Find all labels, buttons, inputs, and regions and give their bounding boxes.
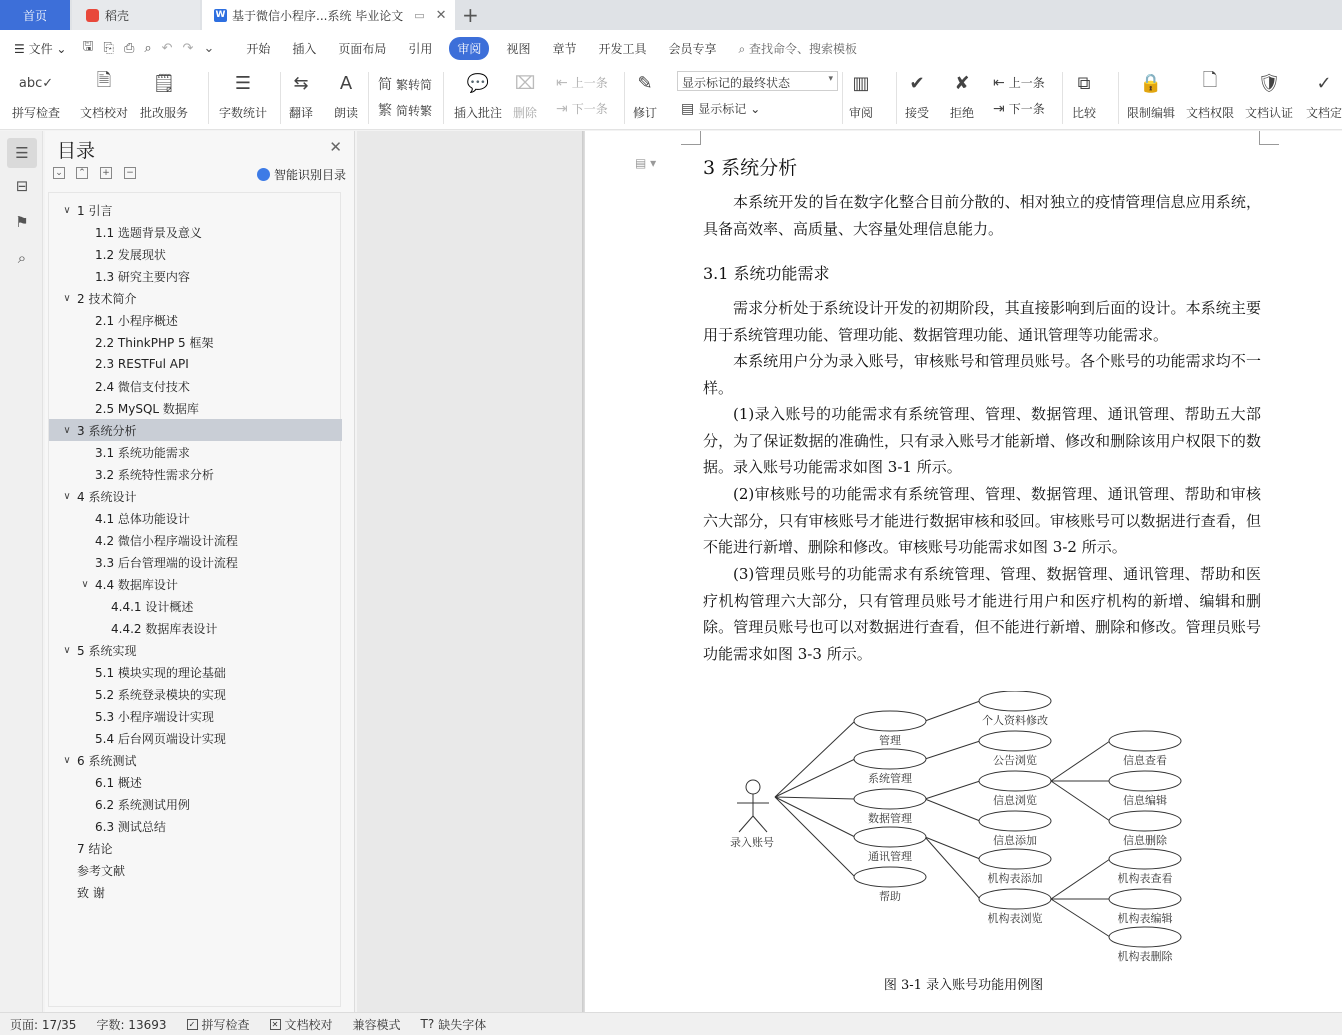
association-line (775, 797, 855, 837)
toc-item-label: 2.1 小程序概述 (95, 313, 178, 328)
doc-final-button[interactable] (1306, 70, 1342, 121)
use-case-label: 信息浏览 (993, 794, 1037, 807)
delete-comment-icon: ⌧ (514, 72, 536, 94)
remove-item-icon[interactable]: − (124, 167, 136, 179)
status-spell-check[interactable] (177, 1016, 260, 1033)
use-case-label: 帮助 (879, 890, 901, 903)
use-case (1109, 771, 1181, 807)
toc-item[interactable] (49, 639, 342, 661)
use-case (854, 789, 926, 825)
toc-item-label: 5.4 后台网页端设计实现 (95, 731, 226, 746)
menu-item-8[interactable]: 会员专享 (668, 41, 717, 56)
crop-mark (681, 131, 701, 145)
toc-panel-icon[interactable]: ☰ (7, 138, 37, 168)
use-case-label: 机构表删除 (1117, 950, 1173, 963)
trad-simp-icon: 简 (378, 77, 392, 93)
body-paragraph: 本系统用户分为录入账号，审核账号和管理员账号。各个账号的功能需求均不一样。 (703, 352, 1261, 397)
simp-to-trad-label: 简转繁 (396, 103, 433, 118)
toc-item[interactable] (49, 507, 342, 529)
toc-item-label: 6.2 系统测试用例 (95, 797, 190, 812)
use-case (854, 827, 926, 863)
review-pane-button[interactable] (848, 70, 874, 121)
smart-toc-button[interactable] (257, 166, 346, 183)
association-line (925, 799, 980, 821)
search-commands-label: 查找命令、搜索模板 (749, 41, 858, 56)
toc-item-label: 6.3 测试总结 (95, 819, 166, 834)
insert-comment-label: 插入批注 (454, 106, 503, 120)
compare-icon: ⧉ (1077, 72, 1091, 94)
doc-final-icon: ✓ (1316, 72, 1332, 94)
track-changes-button[interactable] (632, 70, 658, 121)
bookmark-icon[interactable]: ⚑ (15, 213, 29, 231)
collapse-all-icon[interactable]: ⌃ (76, 167, 88, 179)
toc-item[interactable] (49, 617, 342, 639)
checkbox-icon: ✓ (187, 1019, 198, 1030)
body-paragraph: (3)管理员账号的功能需求有系统管理、管理、数据管理、通讯管理、帮助和医疗机构管理六大部分，只有管理员账号才能进行用户和医疗机构的新增、编辑和删除。管理员账号也可以对数据进行查看，但不能进行新增、删除和修改。管理员账号功能需求如图 3-3 所示。 (703, 565, 1261, 663)
use-case (1109, 889, 1181, 925)
use-case-diagram (725, 691, 1245, 971)
use-case-ellipse (979, 691, 1051, 711)
reject-button[interactable] (949, 70, 975, 121)
read-aloud-button[interactable] (333, 70, 359, 121)
use-case-label: 数据管理 (868, 812, 912, 825)
toc-item-label: 4.4.1 设计概述 (111, 599, 194, 614)
doc-cert-label: 文档认证 (1245, 106, 1294, 120)
toc-item-label: 3.1 系统功能需求 (95, 445, 190, 460)
status-bar (0, 1012, 1342, 1035)
body-paragraph: 需求分析处于系统设计开发的初期阶段，其直接影响到后面的设计。本系统主要用于系统管理功能、管理功能、数据管理功能、通讯管理等功能需求。 (703, 299, 1261, 344)
use-case-ellipse (979, 889, 1051, 909)
read-aloud-icon: A (339, 72, 353, 94)
plus-icon: + (462, 3, 479, 27)
toc-item-label: 2.4 微信支付技术 (95, 379, 190, 394)
next-change-label: 下一条 (1008, 102, 1045, 116)
toc-panel (45, 131, 355, 1012)
actor-head (746, 780, 760, 794)
search-icon[interactable]: ⌕ (17, 249, 27, 267)
tab-home[interactable] (0, 0, 70, 30)
toc-item-label: 4.4.2 数据库表设计 (111, 621, 218, 636)
toc-item-label: 致 谢 (77, 885, 105, 900)
use-case-ellipse (854, 827, 926, 847)
toc-item[interactable] (49, 309, 342, 331)
status-proofread[interactable] (260, 1016, 343, 1033)
correct-service-icon: 🗒 (152, 72, 176, 94)
toc-item-label: 6 系统测试 (77, 753, 137, 768)
next-comment-label: 下一条 (571, 102, 608, 116)
doc-rights-button[interactable] (1186, 70, 1234, 121)
toc-item-label: 7 结论 (77, 841, 113, 856)
prev-comment-button[interactable] (556, 74, 608, 91)
trad-to-simp-button[interactable] (378, 74, 432, 94)
pin-icon[interactable]: ▭ (414, 8, 425, 22)
doc-cert-button[interactable] (1245, 70, 1293, 121)
toc-title: 目录 (57, 140, 96, 162)
crop-mark (1259, 131, 1279, 145)
use-case (979, 811, 1051, 847)
figure-caption: 图 3-1 录入账号功能用例图 (883, 978, 1044, 993)
use-case-ellipse (979, 811, 1051, 831)
show-markup-label: 显示标记 (698, 102, 747, 116)
doc-rights-label: 文档权限 (1186, 106, 1235, 120)
tab-document-label: 基于微信小程序...系统 毕业论文 (232, 8, 404, 23)
doc-cert-icon: 🛡 (1257, 72, 1281, 94)
toc-item-label: 1 引言 (77, 203, 113, 218)
trad-to-simp-label: 繁转简 (396, 77, 433, 92)
translate-button[interactable] (288, 70, 314, 121)
toc-item-label: 6.1 概述 (95, 775, 142, 790)
intro-paragraph: 本系统开发的旨在数字化整合目前分散的、相对独立的疫情管理信息应用系统，具备高效率、高质量、大容量处理信息能力。 (703, 193, 1261, 238)
use-case-ellipse (854, 867, 926, 887)
toc-item-label: 5.2 系统登录模块的实现 (95, 687, 226, 702)
tab-bar (0, 0, 1342, 30)
reject-icon: ✘ (954, 72, 970, 94)
menu-item-3[interactable]: 引用 (408, 41, 433, 56)
toc-item-label: 2.5 MySQL 数据库 (95, 401, 199, 416)
toc-item[interactable] (49, 573, 342, 595)
use-case-label: 机构表查看 (1117, 872, 1173, 885)
prev-change-icon: ⇤ (993, 74, 1005, 91)
document-page[interactable] (585, 131, 1342, 1012)
next-change-button[interactable] (993, 100, 1045, 117)
tab-document[interactable] (202, 0, 455, 30)
simp-to-trad-button[interactable] (378, 100, 432, 120)
toc-item-label: 2 技术简介 (77, 291, 137, 306)
use-case-label: 机构表浏览 (987, 912, 1043, 925)
translate-label: 翻译 (288, 106, 313, 120)
prev-change-label: 上一条 (1008, 76, 1045, 90)
association-line (925, 837, 980, 899)
use-case-label: 机构表编辑 (1117, 912, 1173, 925)
export-icon[interactable]: ⎘ (103, 40, 114, 56)
toc-item[interactable] (49, 529, 342, 551)
correct-service-button[interactable] (140, 70, 188, 121)
use-case-ellipse (1109, 889, 1181, 909)
use-case-label: 信息编辑 (1123, 794, 1167, 807)
body-paragraph: (2)审核账号的功能需求有系统管理、管理、数据管理、通讯管理、帮助和审核六大部分，只有审核账号才能进行数据审核和驳回。审核账号可以数据进行查看，但不能进行新增、删除和修改。审核账号功能需求如图 3-2 所示。 (703, 485, 1261, 557)
toc-item-label: 2.2 ThinkPHP 5 框架 (95, 335, 214, 350)
undo-icon[interactable]: ↶ (161, 40, 173, 56)
redo-icon[interactable]: ↷ (182, 40, 194, 56)
use-case (979, 889, 1051, 925)
proofread-icon: 🗎 (96, 70, 112, 91)
toc-item[interactable] (49, 221, 342, 243)
status-proof-label: 文档校对 (284, 1017, 333, 1032)
menu-item-1[interactable]: 插入 (292, 41, 317, 56)
simp-trad-icon: 繁 (378, 103, 392, 119)
association-line (775, 759, 855, 797)
toc-item-label: 3 系统分析 (77, 423, 137, 438)
expand-all-icon[interactable]: ⌄ (53, 167, 65, 179)
next-comment-icon: ⇥ (556, 100, 568, 117)
smart-toc-label: 智能识别目录 (273, 168, 346, 182)
track-changes-icon: ✎ (637, 72, 653, 94)
use-case-ellipse (1109, 811, 1181, 831)
chevron-down-icon[interactable]: ∨ (63, 644, 71, 656)
toc-item-label: 4.4 数据库设计 (95, 577, 178, 592)
accept-icon: ✔ (909, 72, 925, 94)
new-tab-button[interactable] (462, 0, 482, 30)
toc-item[interactable] (49, 463, 342, 485)
display-state-select[interactable] (677, 71, 838, 91)
toc-item[interactable] (49, 837, 342, 859)
toc-item[interactable] (49, 397, 342, 419)
use-case-label: 公告浏览 (993, 754, 1037, 767)
association-line (925, 741, 980, 759)
delete-comment-label: 删除 (512, 106, 537, 120)
add-item-icon[interactable]: + (100, 167, 112, 179)
menu-item-5[interactable]: 视图 (506, 41, 531, 56)
association-line (775, 721, 855, 797)
toc-item-label: 4.2 微信小程序端设计流程 (95, 533, 238, 548)
use-case-ellipse (854, 749, 926, 769)
use-case-ellipse (1109, 771, 1181, 791)
toc-item-label: 1.3 研究主要内容 (95, 269, 190, 284)
display-state-value: 显示标记的最终状态 (682, 76, 791, 90)
use-case (1109, 811, 1181, 847)
toc-item-label: 参考文献 (77, 863, 126, 878)
word-count-button[interactable] (219, 70, 267, 121)
missing-font-label: 缺失字体 (438, 1017, 487, 1032)
use-case-ellipse (979, 771, 1051, 791)
chevron-down-icon[interactable]: ∨ (63, 754, 71, 766)
checkbox-icon: ✕ (270, 1019, 281, 1030)
next-change-icon: ⇥ (993, 100, 1005, 117)
use-case-ellipse (854, 789, 926, 809)
show-markup-icon: ▤ (681, 100, 695, 117)
correct-service-label: 批改服务 (140, 106, 189, 120)
side-toolbar (0, 131, 43, 1012)
next-comment-button[interactable] (556, 100, 608, 117)
association-line (925, 781, 980, 799)
use-case-ellipse (1109, 927, 1181, 947)
paragraph-menu-icon[interactable]: ▤ ▾ (635, 156, 657, 170)
insert-comment-button[interactable] (454, 70, 502, 121)
menu-item-6[interactable]: 章节 (552, 41, 577, 56)
toc-item[interactable] (49, 595, 342, 617)
toc-item[interactable] (49, 705, 342, 727)
toc-item-label: 4 系统设计 (77, 489, 137, 504)
actor-label: 录入账号 (730, 836, 774, 849)
chevron-down-icon[interactable]: ∨ (63, 424, 71, 436)
spell-check-label: 拼写检查 (12, 106, 61, 120)
association-line (1051, 899, 1110, 937)
word-count-indicator[interactable]: 字数: 13693 (96, 1017, 167, 1032)
tab-daoke[interactable] (72, 0, 200, 30)
track-changes-label: 修订 (632, 106, 657, 120)
toc-item[interactable] (49, 287, 342, 309)
association-line (1051, 741, 1110, 781)
doc-rights-icon: 🗋 (1202, 70, 1218, 91)
accept-button[interactable] (904, 70, 930, 121)
spell-check-button[interactable] (12, 70, 60, 121)
toc-item[interactable] (49, 815, 342, 837)
prev-change-button[interactable] (993, 74, 1045, 91)
toc-item-label: 5.3 小程序端设计实现 (95, 709, 214, 724)
print-icon[interactable]: ⎙ (123, 40, 135, 56)
delete-comment-button[interactable] (512, 70, 538, 121)
page-indicator[interactable]: 页面: 17/35 (10, 1017, 77, 1032)
use-case (979, 849, 1051, 885)
use-case-label: 系统管理 (868, 772, 912, 785)
use-case-label: 信息删除 (1123, 834, 1167, 847)
toc-item[interactable] (49, 485, 342, 507)
section-heading: 3 系统分析 (703, 157, 798, 179)
toc-item[interactable] (49, 199, 342, 221)
association-line (925, 701, 980, 721)
close-tab-icon[interactable]: ✕ (435, 7, 447, 23)
print-preview-icon[interactable]: ⌕ (144, 40, 152, 56)
file-menu[interactable]: ☰ 文件 ⌄ (14, 41, 67, 56)
toc-item[interactable] (49, 441, 342, 463)
use-case-label: 管理 (879, 734, 901, 747)
toc-item[interactable] (49, 793, 342, 815)
chevron-down-icon[interactable]: ∨ (81, 578, 89, 590)
use-case (1109, 731, 1181, 767)
word-count-label: 字数统计 (219, 106, 268, 120)
use-case (854, 711, 926, 747)
font-icon: T? (420, 1017, 435, 1031)
file-menu-label: 文件 (28, 41, 53, 56)
toc-item[interactable] (49, 881, 342, 903)
quick-access-dropdown-icon[interactable]: ⌄ (203, 40, 215, 56)
prev-comment-label: 上一条 (571, 76, 608, 90)
menu-bar (0, 30, 1342, 66)
doc-final-label: 文档定 (1306, 106, 1342, 120)
toc-item-label: 5.1 模块实现的理论基础 (95, 665, 226, 680)
use-case-ellipse (979, 849, 1051, 869)
review-pane-label: 审阅 (848, 106, 873, 120)
menu-item-0[interactable]: 开始 (246, 41, 271, 56)
association-line (775, 797, 855, 799)
lock-icon: 🔒 (1139, 72, 1163, 94)
toc-list (48, 192, 341, 1007)
close-icon[interactable]: ✕ (329, 138, 342, 156)
menu-item-2[interactable]: 页面布局 (338, 41, 387, 56)
toc-item-label: 1.2 发展现状 (95, 247, 166, 262)
toc-item[interactable] (49, 771, 342, 793)
save-icon[interactable]: 🖫 (82, 39, 94, 54)
toc-item-label: 5 系统实现 (77, 643, 137, 658)
dropdown-arrow-icon: ▾ (828, 74, 833, 84)
use-case (1109, 927, 1181, 963)
word-count-icon: ☰ (234, 72, 252, 94)
use-case (979, 731, 1051, 767)
toc-item[interactable] (49, 727, 342, 749)
use-case-label: 信息添加 (993, 834, 1037, 847)
use-case (979, 771, 1051, 807)
proofread-label: 文档校对 (80, 106, 129, 120)
use-case (979, 691, 1051, 727)
restrict-edit-button[interactable] (1127, 70, 1175, 121)
restrict-edit-label: 限制编辑 (1127, 106, 1176, 120)
status-spell-label: 拼写检查 (201, 1017, 250, 1032)
toc-item[interactable] (49, 375, 342, 397)
chapter-nav-icon[interactable]: ⊟ (15, 177, 29, 195)
chevron-down-icon[interactable]: ∨ (63, 490, 71, 502)
association-line (925, 837, 980, 859)
toc-item[interactable] (49, 353, 342, 375)
toc-item[interactable] (49, 859, 342, 881)
search-commands[interactable]: ⌕ 查找命令、搜索模板 (738, 41, 858, 56)
association-line (1051, 859, 1110, 899)
doc-proofread-button[interactable] (80, 70, 128, 121)
toc-item-label: 2.3 RESTFul API (95, 357, 189, 371)
use-case-label: 个人资料修改 (982, 714, 1048, 727)
association-line (775, 797, 855, 877)
insert-comment-icon: 💬 (466, 72, 490, 94)
association-line (1051, 781, 1110, 821)
menu-item-7[interactable]: 开发工具 (598, 41, 647, 56)
use-case-ellipse (854, 711, 926, 731)
chevron-down-icon[interactable]: ∨ (63, 204, 71, 216)
toc-item-label: 3.3 后台管理端的设计流程 (95, 555, 238, 570)
use-case-ellipse (979, 731, 1051, 751)
tab-home-label: 首页 (22, 8, 47, 23)
toc-item[interactable] (49, 331, 342, 353)
compare-label: 比较 (1071, 106, 1096, 120)
toc-item[interactable] (49, 243, 342, 265)
prev-comment-icon: ⇤ (556, 74, 568, 91)
use-case-label: 信息查看 (1123, 754, 1167, 767)
daoke-icon (86, 9, 99, 22)
chevron-down-icon[interactable]: ∨ (63, 292, 71, 304)
use-case-label: 机构表添加 (987, 872, 1043, 885)
toc-item[interactable] (49, 265, 342, 287)
menu-item-4[interactable]: 审阅 (449, 37, 489, 60)
reject-label: 拒绝 (949, 106, 974, 120)
use-case (854, 749, 926, 785)
review-pane-icon: ▥ (852, 72, 870, 94)
tab-daoke-label: 稻壳 (105, 8, 130, 23)
read-aloud-label: 朗读 (333, 106, 358, 120)
toc-item[interactable] (49, 683, 342, 705)
toc-item-label: 1.1 选题背景及意义 (95, 225, 202, 240)
ribbon-review (0, 66, 1342, 130)
toc-item[interactable] (49, 661, 342, 683)
compare-button[interactable] (1071, 70, 1097, 121)
compat-mode: 兼容模式 (352, 1017, 401, 1032)
toc-item-label: 3.2 系统特性需求分析 (95, 467, 214, 482)
body-paragraph: (1)录入账号的功能需求有系统管理、管理、数据管理、通讯管理、帮助五大部分，为了保证数据的准确性，只有录入账号才能新增、修改和删除该用户权限下的数据。录入账号功能需求如图 3-1 所示。 (703, 405, 1261, 477)
toc-item[interactable] (49, 551, 342, 573)
spell-check-icon: abc✓ (18, 75, 54, 91)
use-case-ellipse (1109, 731, 1181, 751)
smart-toc-icon (257, 168, 270, 181)
toc-item[interactable] (49, 419, 342, 441)
show-markup-button[interactable]: ▤ 显示标记 ⌄ (681, 100, 761, 117)
use-case (1109, 849, 1181, 885)
word-doc-icon: W (215, 10, 226, 20)
missing-font-button[interactable] (411, 1016, 497, 1033)
use-case (854, 867, 926, 903)
toc-item-label: 4.1 总体功能设计 (95, 511, 190, 526)
accept-label: 接受 (904, 106, 929, 120)
translate-icon: ⇆ (293, 72, 309, 94)
subsection-heading: 3.1 系统功能需求 (703, 264, 830, 283)
toc-item[interactable] (49, 749, 342, 771)
use-case-ellipse (1109, 849, 1181, 869)
use-case-label: 通讯管理 (868, 850, 912, 863)
